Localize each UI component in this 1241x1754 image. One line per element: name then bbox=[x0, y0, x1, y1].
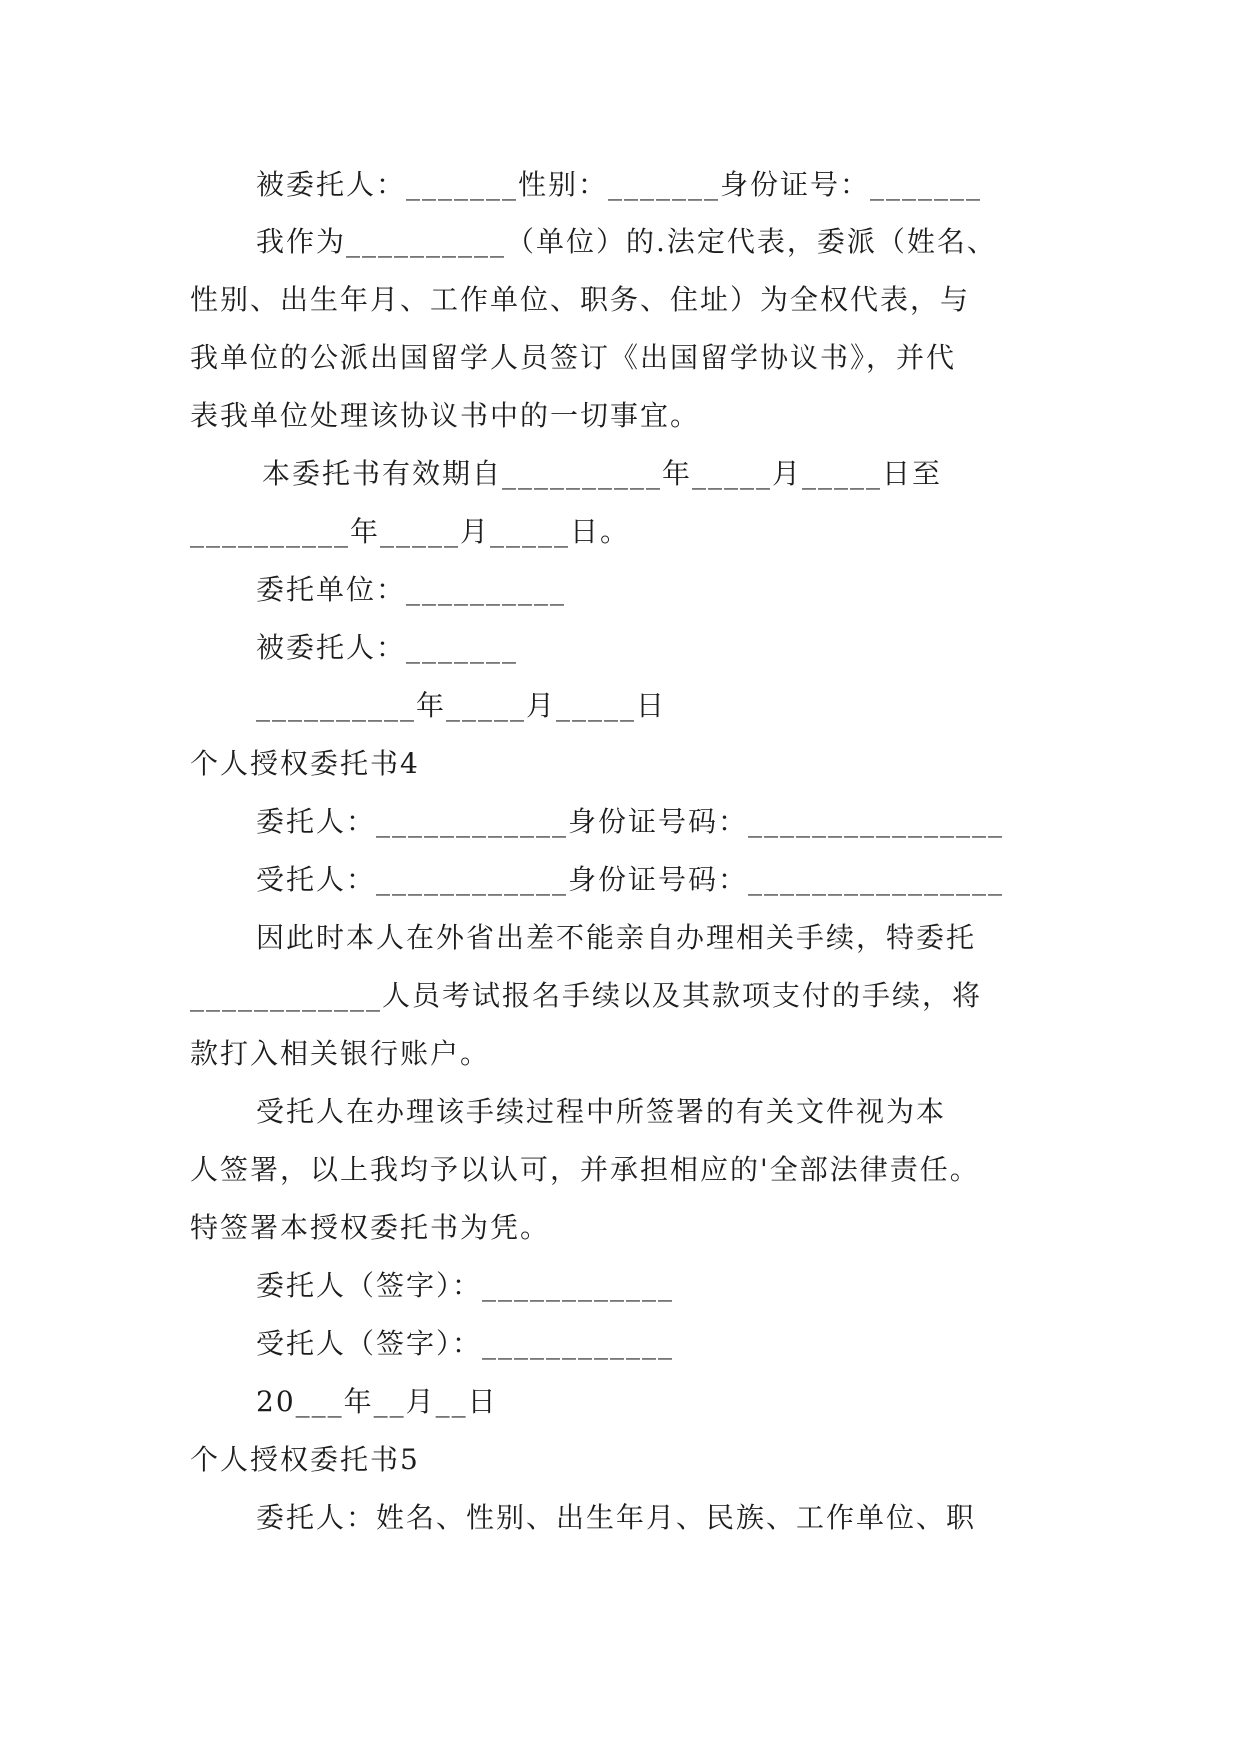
body-paragraph-line: 我单位的公派出国留学人员签订《出国留学协议书》，并代 bbox=[190, 341, 957, 374]
validity-period-line: 本委托书有效期自__________年_____月_____日至 bbox=[262, 457, 943, 490]
principal-signature-line: 委托人（签字）：____________ bbox=[256, 1269, 675, 1302]
validity-period-line: __________年_____月_____日。 bbox=[190, 515, 631, 548]
body-paragraph-line: 款打入相关银行账户。 bbox=[190, 1037, 491, 1070]
date-line: 20___年__月__日 bbox=[256, 1385, 498, 1418]
agent-signature-line: 受托人（签字）：____________ bbox=[256, 1327, 675, 1360]
agent-info-line: 受托人：____________身份证号码：________________ bbox=[256, 863, 1005, 896]
date-line: __________年_____月_____日 bbox=[256, 689, 667, 722]
body-paragraph-line: 性别、出生年月、工作单位、职务、住址）为全权代表，与 bbox=[190, 283, 971, 316]
principal-info-line: 委托人：____________身份证号码：________________ bbox=[256, 805, 1005, 838]
section-heading: 个人授权委托书5 bbox=[190, 1443, 420, 1476]
entrustee-sign-line: 被委托人：_______ bbox=[256, 631, 519, 664]
section-heading: 个人授权委托书4 bbox=[190, 747, 420, 780]
body-paragraph-line: 人签署，以上我均予以认可，并承担相应的'全部法律责任。 bbox=[190, 1153, 980, 1186]
body-paragraph-line: 因此时本人在外省出差不能亲自办理相关手续，特委托 bbox=[256, 921, 977, 954]
principal-info-line: 委托人：姓名、性别、出生年月、民族、工作单位、职 bbox=[256, 1501, 977, 1534]
body-paragraph-line: 受托人在办理该手续过程中所签署的有关文件视为本 bbox=[256, 1095, 947, 1128]
body-paragraph-line: ____________人员考试报名手续以及其款项支付的手续，将 bbox=[190, 979, 983, 1012]
entrustee-info-line: 被委托人：_______性别：_______身份证号：_______ bbox=[256, 168, 983, 201]
body-paragraph-line: 我作为__________（单位）的.法定代表，委派（姓名、 bbox=[256, 225, 997, 258]
entrusting-unit-line: 委托单位：__________ bbox=[256, 573, 567, 606]
body-paragraph-line: 特签署本授权委托书为凭。 bbox=[190, 1211, 551, 1244]
body-paragraph-line: 表我单位处理该协议书中的一切事宜。 bbox=[190, 399, 701, 432]
